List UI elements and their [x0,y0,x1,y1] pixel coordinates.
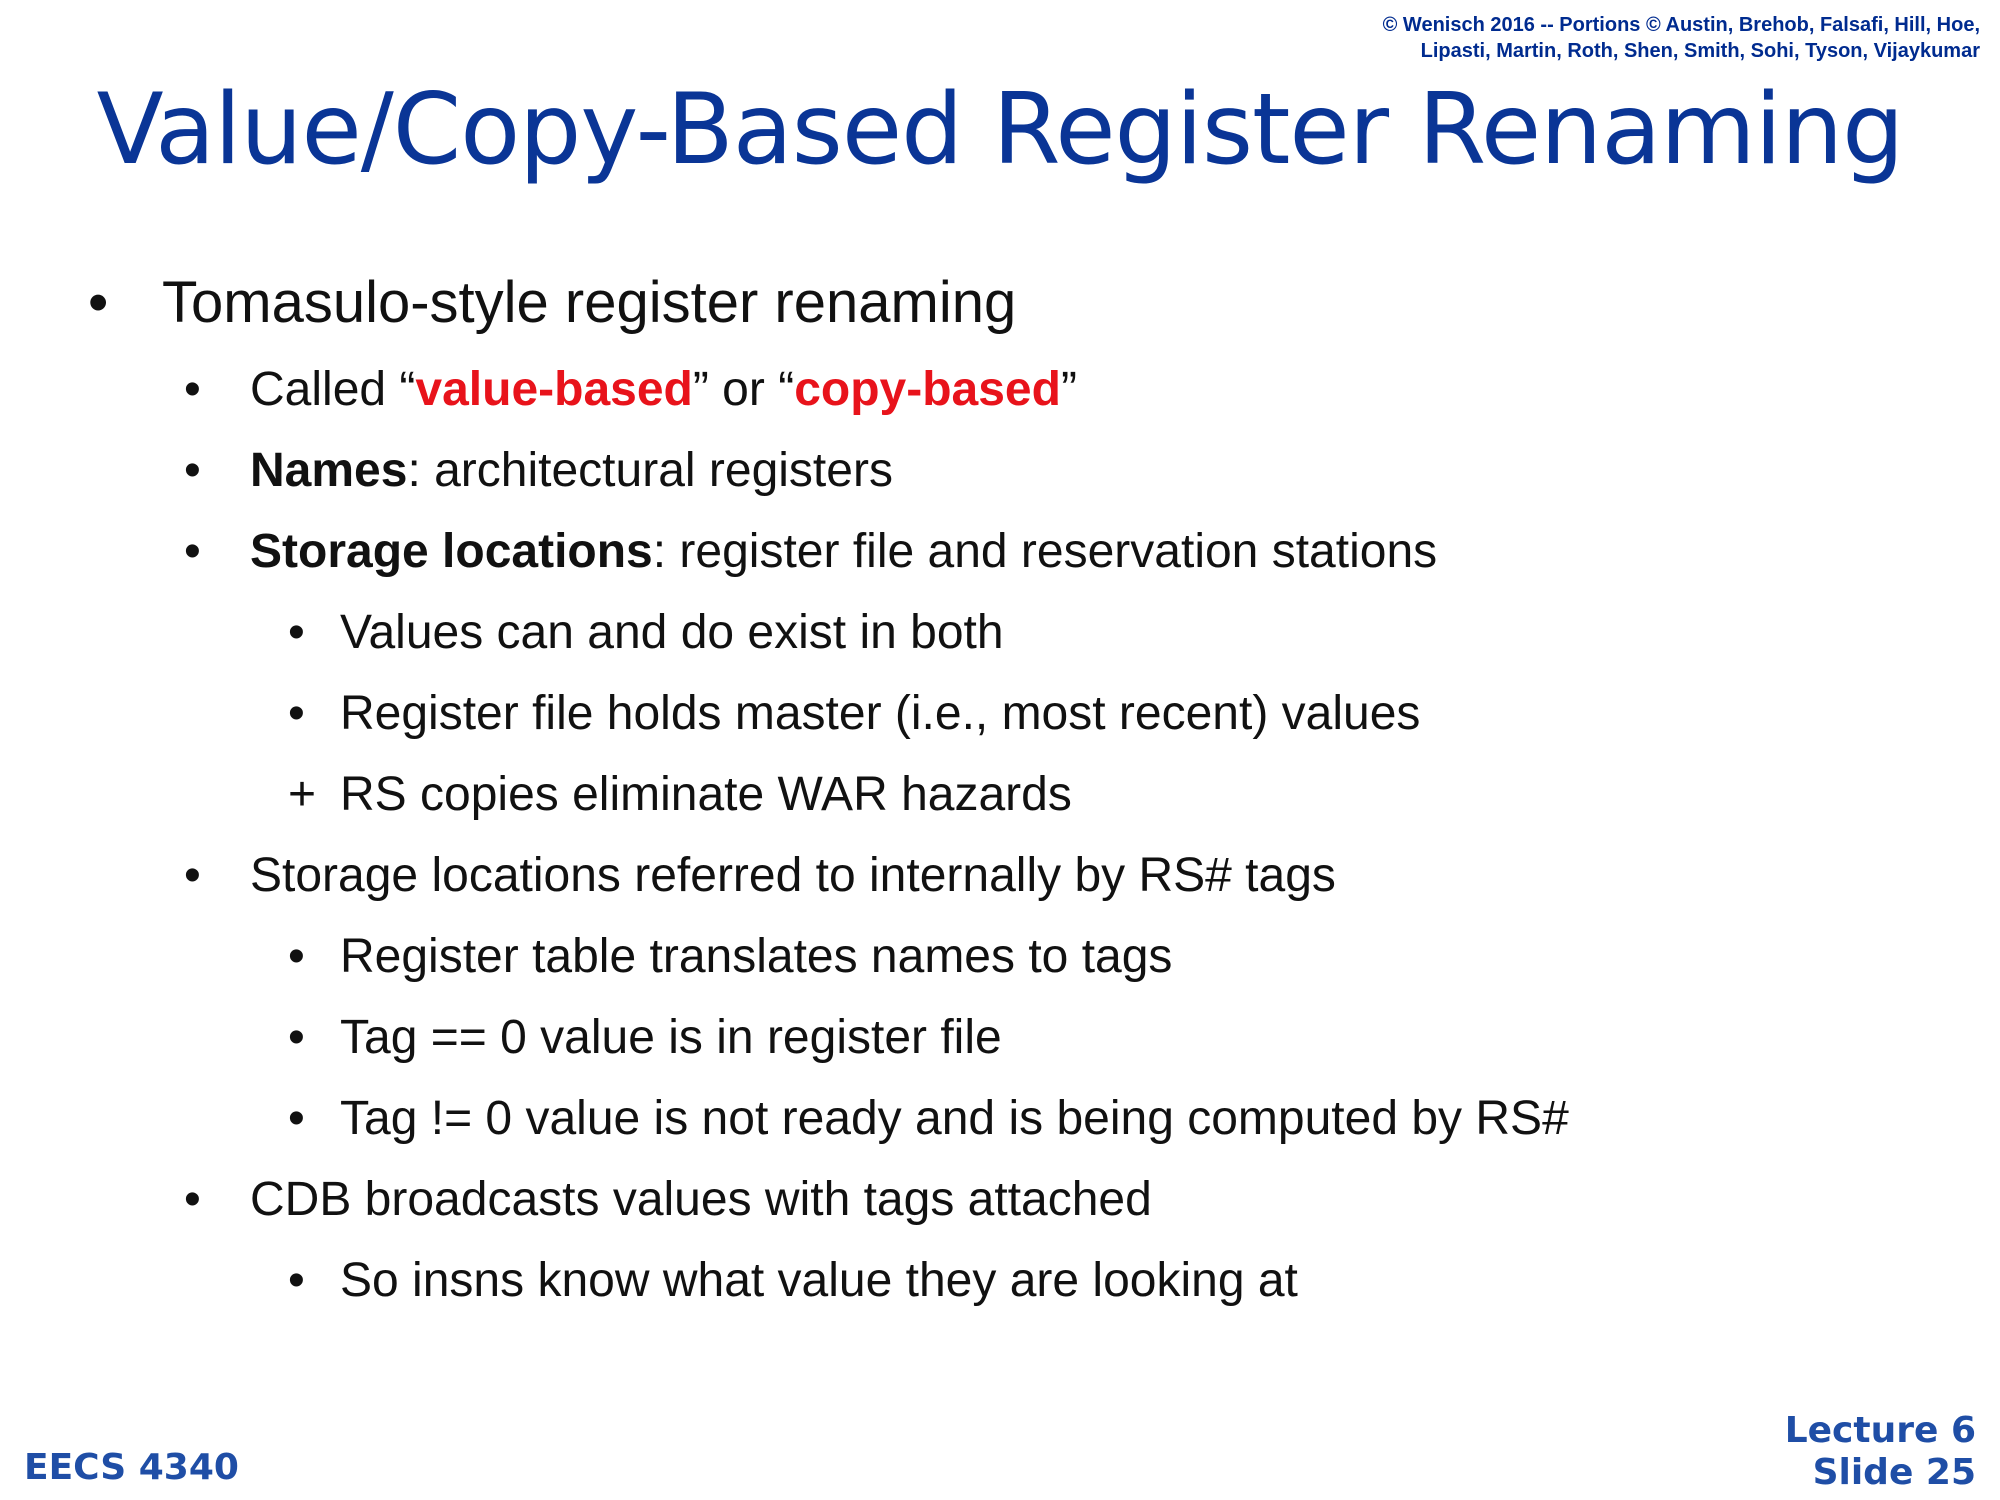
bullet-marker: • [288,606,305,659]
bullet-text: Storage locations referred to internally by RS# tags [250,849,1336,902]
bullet-text: Values can and do exist in both [340,606,1004,659]
slide-number-block [1785,1410,1976,1494]
bullet-marker: • [184,444,201,497]
bullet-marker: • [184,525,201,578]
bullet-text: Register table translates names to tags [340,930,1173,983]
bullet-marker: • [184,1173,201,1226]
bullet-text [250,360,1077,420]
bullet-marker: • [184,849,201,902]
bullet-text: RS copies eliminate WAR hazards [340,768,1072,821]
copyright-notice [980,12,1980,64]
course-label: EECS 4340 [24,1447,239,1488]
bullet-text [250,522,1437,582]
bullet-marker: • [184,363,201,416]
bullet-marker: • [288,1254,305,1307]
bullet-marker: • [288,1011,305,1064]
emphasis-value-based: value-based [415,363,693,416]
bullet-text: Tag == 0 value is in register file [340,1011,1002,1064]
bullet-text: So insns know what value they are looking at [340,1254,1298,1307]
slide-title: Value/Copy-Based Register Renaming [96,73,1904,187]
bullet-text: Tomasulo-style register renaming [162,270,1017,335]
lecture-label: Lecture 6 [1784,1410,1976,1451]
slide-label: Slide 25 [1812,1452,1976,1493]
plus-marker: + [288,768,317,821]
term-storage-locations: Storage locations [250,525,653,578]
bullet-text: Register file holds master (i.e., most recent) values [340,687,1421,740]
text-segment: ” or “ [692,363,795,416]
bullet-marker: • [288,687,305,740]
text-segment: : register file and reservation stations [652,525,1438,578]
emphasis-copy-based: copy-based [794,363,1061,416]
bullet-marker: • [288,930,305,983]
bullet-text: Tag != 0 value is not ready and is being computed by RS# [340,1092,1569,1145]
bullet-text: CDB broadcasts values with tags attached [250,1173,1152,1226]
text-segment: Called “ [250,363,416,416]
text-segment: : architectural registers [407,444,893,497]
copyright-line-1: © Wenisch 2016 -- Portions © Austin, Brehob, Falsafi, Hill, Hoe, [1382,14,1980,36]
term-names: Names [250,444,408,497]
text-segment: ” [1060,363,1077,416]
bullet-text [250,441,893,501]
bullet-marker: • [288,1092,305,1145]
bullet-marker: • [88,270,109,335]
copyright-line-2: Lipasti, Martin, Roth, Shen, Smith, Sohi, Tyson, Vijaykumar [1420,40,1980,62]
